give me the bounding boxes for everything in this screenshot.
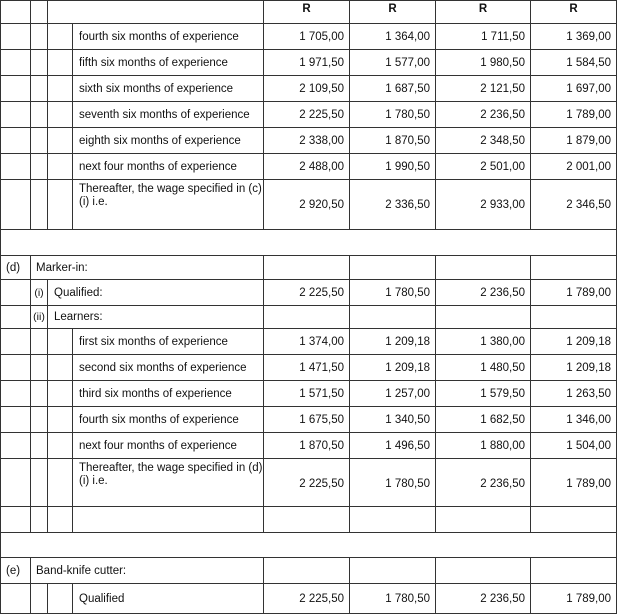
value-cell: 2 501,00 <box>436 154 531 180</box>
value-cell: 1 711,50 <box>436 24 531 50</box>
table-row <box>1 329 617 355</box>
value-cell: 2 236,50 <box>436 459 531 507</box>
value-cell: 1 209,18 <box>531 329 617 355</box>
value-cell: 2 920,50 <box>264 180 350 230</box>
value-cell: 2 488,00 <box>264 154 350 180</box>
value-cell: 1 346,00 <box>531 407 617 433</box>
value-cell: 2 121,50 <box>436 76 531 102</box>
table-row <box>1 24 617 50</box>
value-cell: 2 225,50 <box>264 584 350 614</box>
table-row <box>1 381 617 407</box>
value-cell: 2 225,50 <box>264 280 350 306</box>
value-cell: 1 380,00 <box>436 329 531 355</box>
section-heading-row <box>1 256 617 280</box>
table-row-thereafter <box>1 180 617 230</box>
value-cell: 2 336,50 <box>350 180 436 230</box>
value-cell: 1 340,50 <box>350 407 436 433</box>
table-row <box>1 50 617 76</box>
value-cell: 2 933,00 <box>436 180 531 230</box>
row-label: Learners: <box>48 306 264 329</box>
value-cell: 1 870,50 <box>264 433 350 459</box>
value-cell: 1 705,00 <box>264 24 350 50</box>
value-cell: 1 364,00 <box>350 24 436 50</box>
value-cell: 2 348,50 <box>436 128 531 154</box>
currency-header: R <box>350 1 436 24</box>
sub-item-number: (i) <box>31 280 48 306</box>
row-label: second six months of experience <box>73 355 264 381</box>
row-label: fifth six months of experience <box>73 50 264 76</box>
value-cell: 1 577,00 <box>350 50 436 76</box>
value-cell: 1 209,18 <box>350 329 436 355</box>
currency-header-row <box>1 1 617 24</box>
value-cell: 1 789,00 <box>531 459 617 507</box>
section-heading-row <box>1 558 617 584</box>
value-cell: 1 504,00 <box>531 433 617 459</box>
value-cell: 1 880,00 <box>436 433 531 459</box>
value-cell: 2 001,00 <box>531 154 617 180</box>
value-cell: 2 346,50 <box>531 180 617 230</box>
table-row-thereafter <box>1 459 617 507</box>
value-cell: 1 687,50 <box>350 76 436 102</box>
row-label: Qualified <box>73 584 264 614</box>
table-row <box>1 76 617 102</box>
table-row <box>1 154 617 180</box>
sub-item-number: (ii) <box>31 306 48 329</box>
spacer-row <box>1 230 617 256</box>
row-label: first six months of experience <box>73 329 264 355</box>
value-cell: 2 109,50 <box>264 76 350 102</box>
value-cell: 1 374,00 <box>264 329 350 355</box>
section-title: Band-knife cutter: <box>31 558 264 584</box>
table-row <box>1 433 617 459</box>
row-label: Thereafter, the wage specified in (d)(i) i.e. <box>73 459 264 507</box>
row-label: third six months of experience <box>73 381 264 407</box>
value-cell: 1 257,00 <box>350 381 436 407</box>
value-cell: 1 980,50 <box>436 50 531 76</box>
row-label: next four months of experience <box>73 154 264 180</box>
value-cell: 1 870,50 <box>350 128 436 154</box>
table-row <box>1 355 617 381</box>
value-cell: 2 236,50 <box>436 584 531 614</box>
row-label: sixth six months of experience <box>73 76 264 102</box>
value-cell: 2 236,50 <box>436 280 531 306</box>
table-row <box>1 584 617 614</box>
value-cell: 1 780,50 <box>350 584 436 614</box>
empty-row <box>1 507 617 533</box>
value-cell: 1 971,50 <box>264 50 350 76</box>
table-row <box>1 407 617 433</box>
value-cell: 1 209,18 <box>350 355 436 381</box>
section-letter: (d) <box>1 256 31 280</box>
section-letter: (e) <box>1 558 31 584</box>
value-cell: 1 682,50 <box>436 407 531 433</box>
row-label: fourth six months of experience <box>73 407 264 433</box>
currency-header: R <box>531 1 617 24</box>
value-cell: 2 338,00 <box>264 128 350 154</box>
value-cell: 2 225,50 <box>264 102 350 128</box>
table-row <box>1 280 617 306</box>
value-cell: 1 675,50 <box>264 407 350 433</box>
blank-cell <box>48 1 264 24</box>
value-cell: 1 990,50 <box>350 154 436 180</box>
value-cell: 2 236,50 <box>436 102 531 128</box>
value-cell: 2 225,50 <box>264 459 350 507</box>
currency-header: R <box>264 1 350 24</box>
row-label: fourth six months of experience <box>73 24 264 50</box>
value-cell: 1 789,00 <box>531 102 617 128</box>
value-cell: 1 480,50 <box>436 355 531 381</box>
row-label: next four months of experience <box>73 433 264 459</box>
value-cell: 1 209,18 <box>531 355 617 381</box>
value-cell: 1 780,50 <box>350 459 436 507</box>
currency-header: R <box>436 1 531 24</box>
value-cell: 1 879,00 <box>531 128 617 154</box>
value-cell: 1 789,00 <box>531 280 617 306</box>
value-cell: 1 571,50 <box>264 381 350 407</box>
row-label: Thereafter, the wage specified in (c)(i) i.e. <box>73 180 264 230</box>
blank-cell <box>31 1 48 24</box>
spacer-row <box>1 533 617 558</box>
value-cell: 1 579,50 <box>436 381 531 407</box>
value-cell: 1 697,00 <box>531 76 617 102</box>
value-cell: 1 496,50 <box>350 433 436 459</box>
table-row <box>1 128 617 154</box>
table-row <box>1 306 617 329</box>
value-cell: 1 780,50 <box>350 280 436 306</box>
value-cell: 1 471,50 <box>264 355 350 381</box>
row-label: eighth six months of experience <box>73 128 264 154</box>
value-cell: 1 263,50 <box>531 381 617 407</box>
value-cell: 1 780,50 <box>350 102 436 128</box>
value-cell: 1 584,50 <box>531 50 617 76</box>
blank-cell <box>1 1 31 24</box>
row-label: seventh six months of experience <box>73 102 264 128</box>
table-row <box>1 102 617 128</box>
value-cell: 1 789,00 <box>531 584 617 614</box>
value-cell: 1 369,00 <box>531 24 617 50</box>
section-title: Marker-in: <box>31 256 264 280</box>
row-label: Qualified: <box>48 280 264 306</box>
